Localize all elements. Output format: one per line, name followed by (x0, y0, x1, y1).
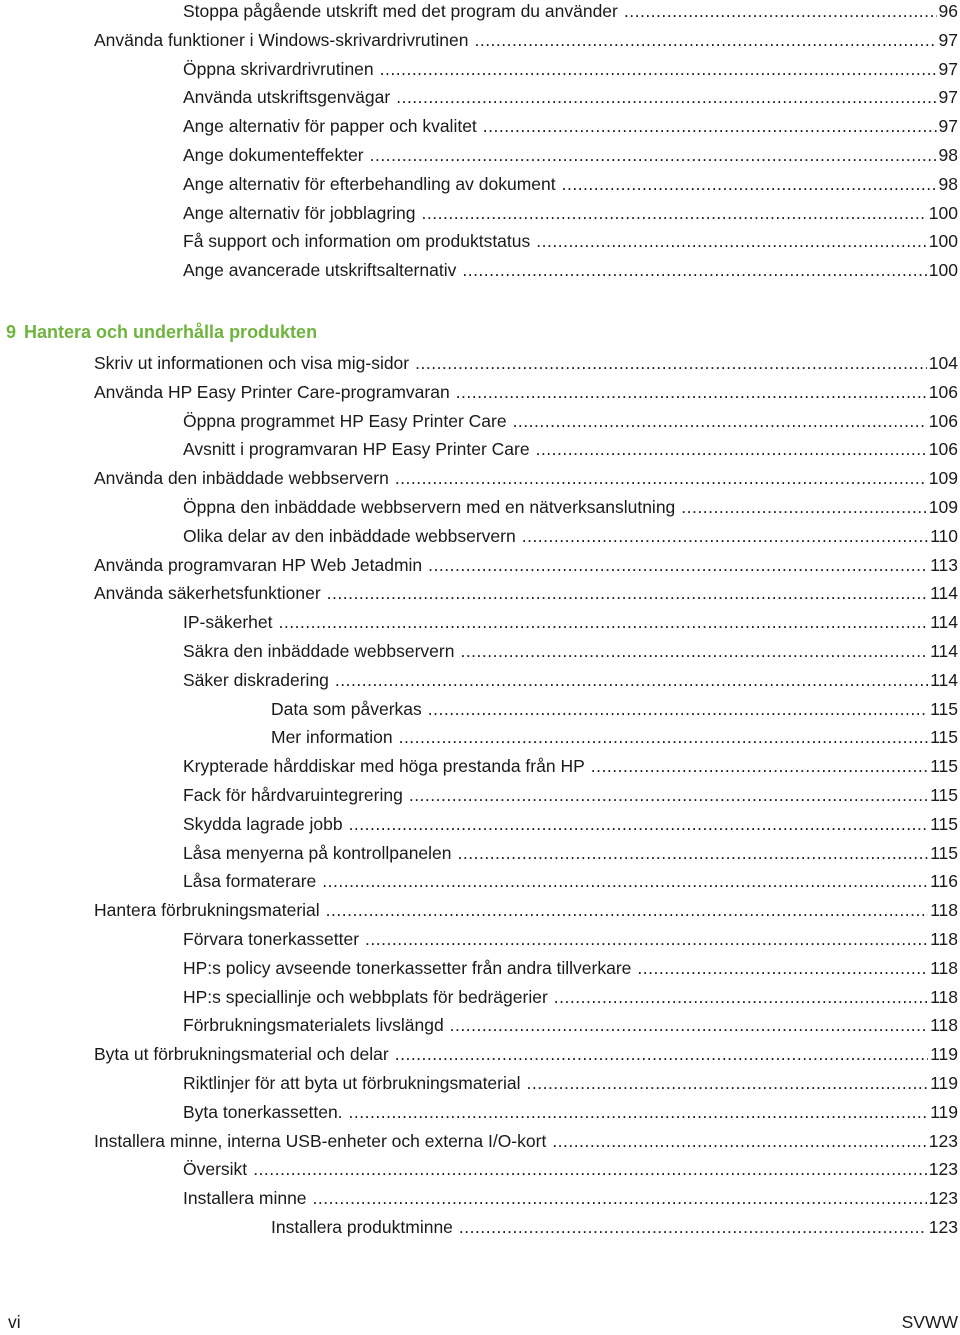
chapter-number: 9 (6, 322, 17, 342)
toc-dot-leader (460, 638, 928, 664)
toc-entry[interactable] (183, 1185, 958, 1211)
toc-entry[interactable] (183, 408, 958, 434)
toc-entry[interactable] (183, 494, 958, 520)
toc-entry-title: Skydda lagrade jobb (183, 813, 343, 834)
toc-entry-title: Installera minne, interna USB-enheter och externa I/O-kort (94, 1130, 547, 1151)
toc-dot-leader (527, 1070, 929, 1096)
toc-dot-leader (395, 465, 927, 491)
toc-entry-title: Förbrukningsmaterialets livslängd (183, 1015, 444, 1036)
toc-entry-page: 100 (928, 231, 958, 252)
toc-dot-leader (349, 1099, 929, 1125)
toc-entry-page: 113 (930, 554, 958, 575)
toc-entry[interactable] (271, 1214, 958, 1240)
toc-entry-page: 98 (938, 173, 958, 194)
toc-entry[interactable] (94, 1128, 958, 1154)
toc-entry-title: Använda den inbäddade webbservern (94, 468, 389, 489)
toc-dot-leader (370, 142, 937, 168)
toc-dot-leader (395, 1041, 928, 1067)
toc-entry[interactable] (183, 984, 958, 1010)
toc-entry-page: 123 (928, 1130, 958, 1151)
toc-entry-title: Byta tonerkassetten. (183, 1101, 343, 1122)
toc-entry-title: Öppna den inbäddade webbservern med en nätverksanslutning (183, 497, 676, 517)
toc-entry[interactable] (271, 696, 958, 722)
toc-dot-leader (396, 84, 936, 110)
toc-entry-title: Byta ut förbrukningsmaterial och delar (94, 1044, 389, 1065)
toc-entry-page: 96 (938, 1, 958, 21)
toc-entry[interactable] (183, 113, 958, 139)
toc-entry-title: Installera minne (183, 1188, 307, 1209)
toc-entry-page: 123 (928, 1217, 958, 1237)
toc-dot-leader (536, 228, 927, 254)
toc-dot-leader (409, 782, 928, 808)
toc-entry-title: Installera produktminne (271, 1217, 453, 1237)
toc-dot-leader (327, 580, 928, 606)
toc-entry-page: 123 (928, 1159, 958, 1180)
toc-entry-page: 109 (928, 497, 958, 517)
toc-entry-title: Mer information (271, 727, 393, 748)
toc-entry[interactable] (183, 955, 958, 981)
toc-entry-page: 115 (930, 756, 958, 777)
toc-entry[interactable] (183, 523, 958, 549)
toc-dot-leader (462, 257, 926, 283)
toc-entry-page: 97 (938, 116, 958, 137)
toc-entry-page: 110 (930, 525, 958, 546)
toc-entry-title: Låsa menyerna på kontrollpanelen (183, 842, 452, 863)
toc-entry-title: Ange alternativ för efterbehandling av dokument (183, 173, 556, 194)
toc-entry-title: Ange alternativ för papper och kvalitet (183, 116, 477, 137)
toc-entry[interactable] (94, 897, 958, 923)
toc-entry-page: 114 (930, 583, 958, 604)
toc-entry-page: 118 (930, 986, 958, 1007)
toc-dot-leader (428, 552, 928, 578)
toc-entry-page: 109 (928, 468, 958, 489)
toc-entry-title: Ange alternativ för jobblagring (183, 202, 416, 223)
toc-entry-page: 106 (928, 381, 958, 402)
toc-entry[interactable] (94, 552, 958, 578)
toc-dot-leader (428, 696, 928, 722)
toc-dot-leader (313, 1185, 927, 1211)
toc-entry[interactable] (183, 609, 958, 635)
toc-dot-leader (422, 200, 927, 226)
toc-entry-title: Översikt (183, 1159, 248, 1180)
toc-entry-page: 118 (930, 900, 958, 921)
toc-dot-leader (456, 379, 927, 405)
toc-entry-title: Få support och information om produktstatus (183, 231, 531, 252)
toc-entry-page: 97 (938, 58, 958, 79)
toc-entry-title: Använda HP Easy Printer Care-programvaran (94, 381, 450, 402)
toc-entry[interactable] (183, 1012, 958, 1038)
toc-entry-page: 114 (930, 669, 958, 690)
toc-entry-title: Olika delar av den inbäddade webbservern (183, 525, 516, 546)
toc-entry-page: 115 (930, 842, 958, 863)
toc-entry-page: 118 (930, 929, 958, 949)
toc-entry-title: HP:s policy avseende tonerkassetter från andra tillverkare (183, 957, 632, 978)
toc-entry-title: Riktlinjer för att byta ut förbrukningsmaterial (183, 1073, 521, 1093)
toc-dot-leader (637, 955, 928, 981)
toc-dot-leader (326, 897, 928, 923)
toc-entry[interactable] (183, 1099, 958, 1125)
toc-entry[interactable] (183, 228, 958, 254)
toc-dot-leader (554, 984, 928, 1010)
toc-entry-title: Använda funktioner i Windows-skrivardrivrutinen (94, 29, 469, 50)
chapter-heading (6, 319, 317, 345)
toc-entry[interactable] (183, 926, 958, 952)
toc-dot-leader (365, 926, 928, 952)
toc-dot-leader (624, 0, 937, 24)
toc-entry[interactable] (183, 1156, 958, 1182)
toc-entry-title: Avsnitt i programvaran HP Easy Printer Care (183, 439, 530, 460)
toc-entry-page: 119 (930, 1073, 958, 1093)
toc-entry[interactable] (94, 465, 958, 491)
toc-entry[interactable] (183, 811, 958, 837)
toc-dot-leader (536, 436, 927, 462)
toc-entry-page: 104 (928, 353, 958, 373)
toc-entry-title: Hantera förbrukningsmaterial (94, 900, 320, 921)
toc-entry-title: Stoppa pågående utskrift med det program du använder (183, 1, 618, 21)
toc-entry-page: 114 (930, 612, 958, 633)
toc-dot-leader (278, 609, 928, 635)
toc-entry-title: Fack för hårdvaruintegrering (183, 785, 403, 805)
toc-entry-title: Öppna programmet HP Easy Printer Care (183, 410, 507, 431)
toc-dot-leader (522, 523, 928, 549)
toc-entry-title: Använda säkerhetsfunktioner (94, 583, 321, 604)
toc-dot-leader (322, 868, 928, 894)
footer-doc-code: SVWW (901, 1312, 958, 1332)
toc-entry[interactable] (94, 379, 958, 405)
toc-dot-leader (335, 667, 928, 693)
toc-entry[interactable] (183, 257, 958, 283)
toc-entry-page: 100 (928, 260, 958, 281)
toc-entry-title: Krypterade hårddiskar med höga prestanda från HP (183, 756, 585, 777)
toc-dot-leader (399, 724, 929, 750)
toc-entry[interactable] (271, 724, 958, 750)
toc-entry-page: 97 (938, 87, 958, 108)
toc-entry[interactable] (183, 0, 958, 24)
toc-entry[interactable] (183, 171, 958, 197)
toc-entry-title: Ange avancerade utskriftsalternativ (183, 260, 457, 281)
toc-entry-title: Använda utskriftsgenvägar (183, 87, 391, 108)
toc-entry[interactable] (183, 1070, 958, 1096)
toc-entry[interactable] (183, 638, 958, 664)
toc-entry-page: 106 (928, 439, 958, 460)
toc-entry-page: 119 (930, 1101, 958, 1122)
toc-dot-leader (562, 171, 937, 197)
toc-dot-leader (349, 811, 929, 837)
toc-entry[interactable] (183, 753, 958, 779)
toc-entry-title: Förvara tonerkassetter (183, 929, 360, 949)
toc-dot-leader (459, 1214, 927, 1240)
toc-entry-page: 100 (928, 202, 958, 223)
toc-entry[interactable] (183, 142, 958, 168)
toc-entry-page: 123 (928, 1188, 958, 1209)
toc-entry-title: Använda programvaran HP Web Jetadmin (94, 554, 423, 575)
toc-entry-page: 98 (938, 145, 958, 165)
toc-dot-leader (253, 1156, 927, 1182)
toc-entry-title: Ange dokumenteffekter (183, 145, 364, 165)
toc-entry-page: 114 (930, 641, 958, 661)
toc-entry-page: 116 (930, 871, 958, 892)
toc-entry[interactable] (183, 436, 958, 462)
toc-entry[interactable] (183, 840, 958, 866)
toc-entry-page: 118 (930, 957, 958, 978)
toc-dot-leader (591, 753, 928, 779)
toc-entry-page: 115 (930, 785, 958, 805)
toc-entry[interactable] (183, 868, 958, 894)
toc-dot-leader (552, 1128, 926, 1154)
toc-dot-leader (513, 408, 927, 434)
toc-entry-title: Öppna skrivardrivrutinen (183, 58, 374, 79)
toc-entry[interactable] (94, 580, 958, 606)
toc-dot-leader (681, 494, 927, 520)
toc-entry-page: 115 (930, 698, 958, 719)
toc-entry-title: IP-säkerhet (183, 612, 273, 633)
toc-dot-leader (483, 113, 937, 139)
toc-entry-page: 106 (928, 410, 958, 431)
toc-entry[interactable] (94, 27, 958, 53)
toc-dot-leader (380, 56, 937, 82)
toc-entry-page: 119 (930, 1044, 958, 1065)
toc-entry-title: HP:s speciallinje och webbplats för bedrägerier (183, 986, 548, 1007)
toc-entry-title: Data som påverkas (271, 698, 422, 719)
toc-entry-page: 115 (930, 813, 958, 834)
toc-dot-leader (474, 27, 936, 53)
toc-entry-title: Skriv ut informationen och visa mig-sidor (94, 353, 410, 373)
toc-entry-title: Säker diskradering (183, 669, 329, 690)
toc-entry[interactable] (183, 84, 958, 110)
toc-entry[interactable] (183, 782, 958, 808)
toc-dot-leader (415, 350, 927, 376)
chapter-title: Hantera och underhålla produkten (24, 322, 318, 342)
toc-entry[interactable] (183, 200, 958, 226)
toc-dot-leader (458, 840, 929, 866)
toc-entry-page: 97 (938, 29, 958, 50)
toc-entry[interactable] (94, 350, 958, 376)
footer-page-number: vi (8, 1312, 21, 1332)
toc-entry-title: Låsa formaterare (183, 871, 317, 892)
toc-entry-page: 118 (930, 1015, 958, 1036)
toc-entry-page: 115 (930, 727, 958, 748)
toc-entry[interactable] (183, 56, 958, 82)
toc-entry[interactable] (94, 1041, 958, 1067)
toc-dot-leader (450, 1012, 928, 1038)
toc-entry[interactable] (183, 667, 958, 693)
toc-entry-title: Säkra den inbäddade webbservern (183, 641, 455, 661)
